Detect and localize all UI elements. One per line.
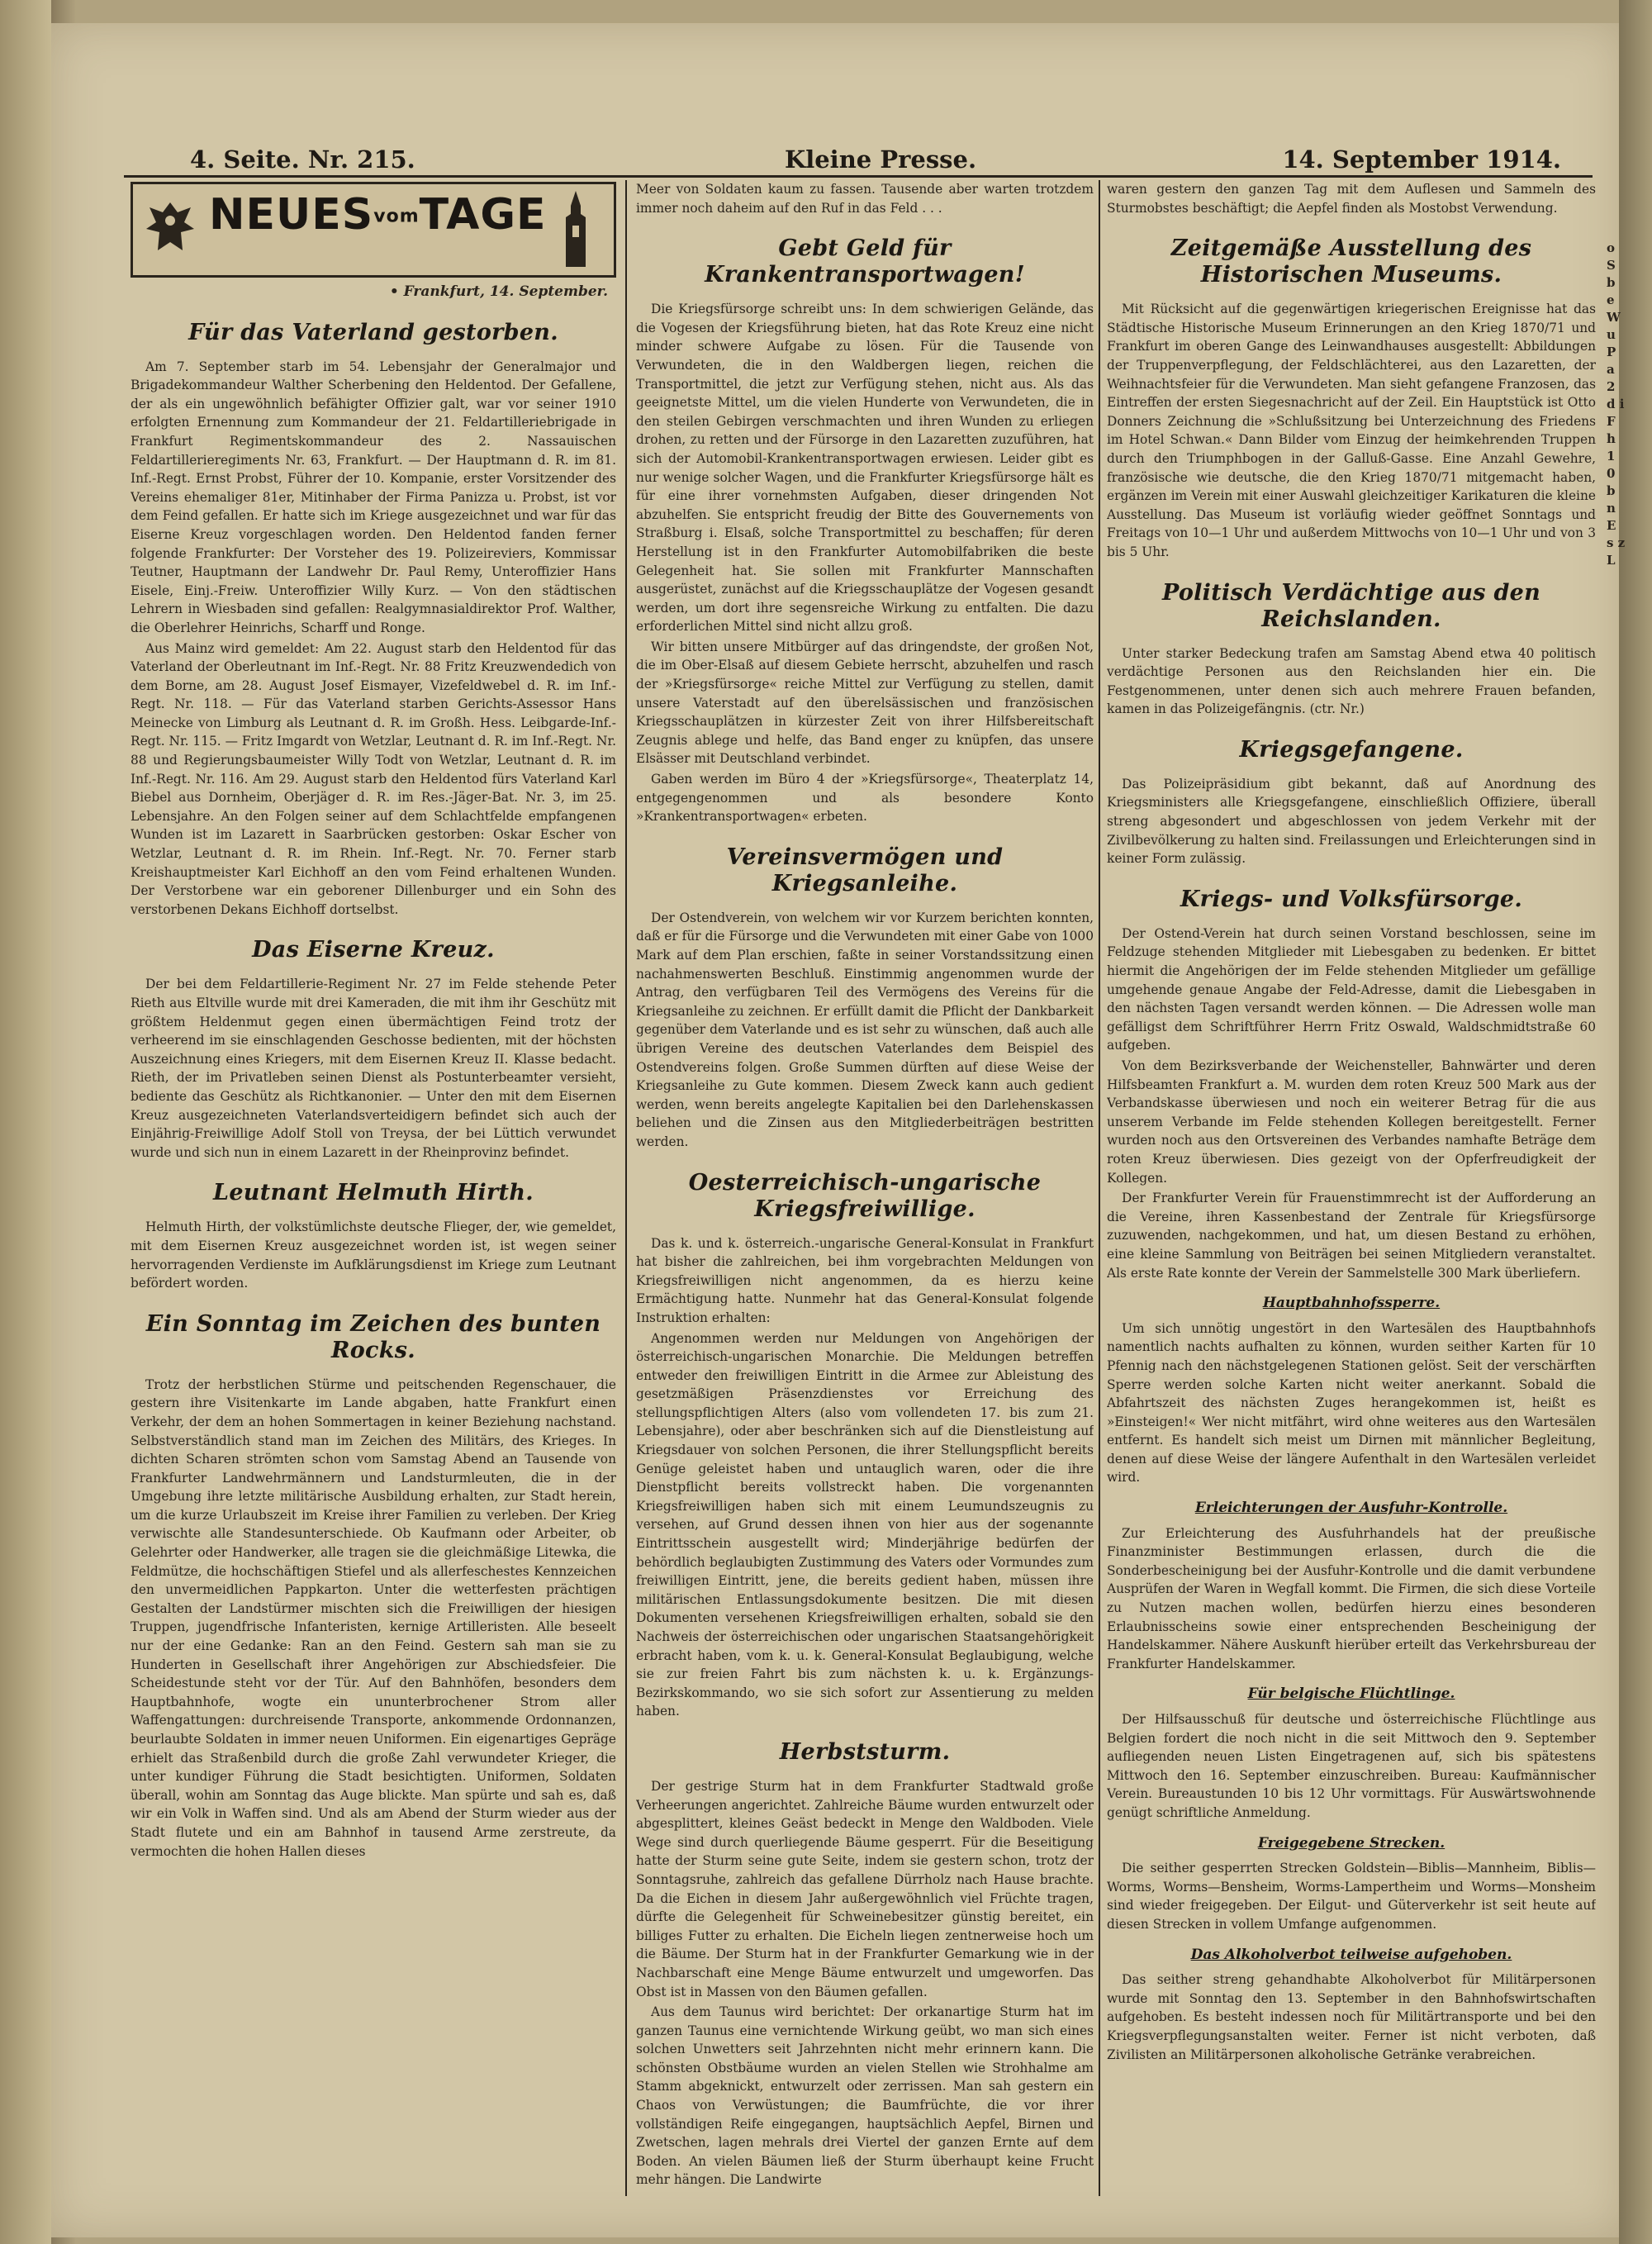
- article-paragraph: Das Polizeipräsidium gibt bekannt, daß auf Anordnung des Kriegsministers alle Kriegsgefangene, einschließlich Offiziere, überall streng abgesondert und abgeschlossen von jedem Verkehr mit der Zivilbevölkerung zu halten sind. Freilassungen und Erleichterungen sind in keiner Form zulässig.: [1107, 776, 1596, 867]
- article-paragraph: Aus dem Taunus wird berichtet: Der orkanartige Sturm hat im ganzen Taunus eine vernichtende Wirkung geübt, wo man sich eines solchen Unwetters seit Jahrzehnten nicht mehr erinnern kann. Die schönsten Obstbäume wurden an vielen Stellen wie Strohhalme am Stamm abgeknickt, entwurzelt oder zerrissen. Man sah gestern ein Chaos von Verwüstungen; die Baumfrüchte, die vor ihrer vollständigen Reife eingegangen, hauptsächlich Aepfel, Birnen und Zwetschen, lagen mehrals drei Viertel der ganzen Ernte auf dem Boden. An vielen Bäumen ließ der Sturm überhaupt keine Frucht mehr hängen. Die Landwirte: [636, 2004, 1094, 2188]
- masthead: [131, 182, 616, 278]
- column-divider-2: [1099, 180, 1100, 2196]
- subheading-ausfuhr: Erleichterungen der Ausfuhr-Kontrolle.: [1194, 1500, 1508, 1517]
- headline-eiserne-kreuz: Das Eiserne Kreuz.: [252, 937, 495, 963]
- headline-gefallen: Für das Vaterland gestorben.: [188, 319, 558, 345]
- article-paragraph: Von dem Bezirksverbande der Weichensteller, Bahnwärter und deren Hilfsbeamten Frankfurt a. M. wurden dem roten Kreuz 500 Mark aus der Verbandskasse überwiesen und noch ein weiterer Betrag für die aus unserem Verbande im Felde stehenden Kollegen bereitgestellt. Ferner wurden noch aus den Ortsvereinen des Verbandes namhafte Beträge dem roten Kreuz überwiesen. Dies gezeigt von der Opferfreudigkeit der Kollegen.: [1107, 1058, 1596, 1186]
- issue-date: 14. September 1914.: [1282, 145, 1561, 174]
- article-paragraph: Um sich unnötig ungestört in den Wartesälen des Hauptbahnhofs namentlich nachts aufhalten zu können, wurden seither Karten für 10 Pfennig nach den nächstgelegenen Stationen gelöst. Seit der verschärften Sperre werden solche Karten nicht weiter anerkannt. Sobald die Abfahrtszeit des nächsten Zuges herangekommen ist, heißt es »Einsteigen!« Wer nicht mitfährt, wird ohne weiteres aus den Wartesälen entfernt. Es handelt sich meist um Dirnen mit männlicher Begleitung, denen auf diese Weise der längere Aufenthalt in den Wartesälen verleidet wird.: [1107, 1320, 1596, 1486]
- headline-hirth: Leutnant Helmuth Hirth.: [213, 1180, 534, 1206]
- article-paragraph: Angenommen werden nur Meldungen von Angehörigen der österreichisch-ungarischen Monarchie. Die Meldungen betreffen entweder den freiwilligen Eintritt in die Armee zur Ableistung des gesetzmäßigen Präsenzdienstes vor Erreichung des stellungspflichtigen Alters (also vom vollendeten 17. bis zum 21. Lebensjahre), oder aber beschränken sich auf die Dienstleistung auf Kriegsdauer von solchen Personen, die ihrer Stellungspflicht bereits Genüge geleistet haben und untauglich waren, oder die ihre Dienstpflicht bereits vollstreckt haben. Die vorgenannten Kriegsfreiwilligen haben sich mit einem Leumundszeugnis zu versehen, auf Grund dessen ihnen von hier aus der sogenannte Eintrittsschein ausgestellt wird; Minderjährige bedürfen der behördlich beglaubigten Zustimmung des Vaters oder Vormundes zum freiwilligen Eintritt, jene, die bereits gedient haben, müssen ihre militärischen Entlassungsdokumente besitzen. Die mit diesen Dokumenten versehenen Kriegsfreiwilligen erhalten, sobald sie den Nachweis der österreichischen oder ungarischen Staatsangehörigkeit erbracht haben, vom k. u. k. General-Konsulat Beglaubigung, welche sie zur freien Fahrt bis zum nächsten k. u. k. Ergänzungs-Bezirkskommando, wo sie sich sofort zur Assentierung zu melden haben.: [636, 1330, 1094, 1719]
- article-paragraph: Mit Rücksicht auf die gegenwärtigen kriegerischen Ereignisse hat das Städtische Historische Museum Erinnerungen an den Krieg 1870/71 und Frankfurt im oberen Gange des Leinwandhauses ausgestellt: Abbildungen der Truppenverpflegung, der Feldschlächterei, aus den Lazaretten, der Weihnachtsfeier für die Verwundeten. Man sieht gefangene Franzosen, das Eintreffen der ersten Siegesnachricht auf der Zeil. Ein Hauptstück ist Otto Donners Zeichnung die »Schlußsitzung bei Unterzeichnung des Friedens im Hotel Schwan.« Dann Bilder vom Einzug der heimkehrenden Truppen durch den Triumphbogen in der Galluß-Gasse. Eine Anzahl Gewehre, französische wie deutsche, die den Krieg 1870/71 mitgemacht haben, ergänzen im Verein mit einer Auswahl gleichzeitiger Karikaturen die kleine Ausstellung. Das Museum ist vorläufig wieder geöffnet Sonntags und Freitags von 10—1 Uhr und außerdem Mittwochs von 10—1 Uhr und von 3 bis 5 Uhr.: [1107, 302, 1596, 559]
- header-rule: [124, 175, 1593, 178]
- headline-ausstellung: Zeitgemäße Ausstellung des Historischen Museums.: [1170, 235, 1532, 288]
- headline-kriegsgefangene: Kriegsgefangene.: [1239, 736, 1464, 763]
- book-spine: [0, 0, 51, 2244]
- article-paragraph: Helmuth Hirth, der volkstümlichste deutsche Flieger, der, wie gemeldet, mit dem Eisernen Kreuz ausgezeichnet worden ist, ist wegen seiner hervorragenden Verdienste im Aufklärungsdienst im Kriege zum Leutnant befördert worden.: [131, 1219, 616, 1291]
- article-paragraph: Der Ostend-Verein hat durch seinen Vorstand beschlossen, seine im Feldzuge stehenden Mitglieder mit Liebesgaben zu bedenken. Er bittet hiermit die Angehörigen der im Felde stehenden Mitglieder um gefällige umgehende genaue Angabe der Feld-Adresse, damit die Liebesgaben in den nächsten Tagen versandt werden können. — Die Adressen wolle man gefälligst dem Schriftführer Herrn Fritz Oswald, Waldschmidtstraße 60 aufgeben.: [1107, 925, 1596, 1053]
- article-paragraph: Der Ostendverein, von welchem wir vor Kurzem berichten konnten, daß er für die Fürsorge und die Verwundeten mit einer Gabe von 1000 Mark auf dem Plan erschien, faßte in seiner Vorstandssitzung einen nachahmenswerten Beschluß. Einstimmig angenommen wurde der Antrag, den verfügbaren Teil des Vermögens des Vereins für die Kriegsanleihe zu zeichnen. Er erfüllt damit die Pflicht der Dankbarkeit gegenüber dem Vaterlande und es ist sehr zu wünschen, daß auch alle übrigen Vereine des deutschen Vaterlandes dem Beispiel des Ostendvereins folgen. Große Summen dürften auf diese Weise der Kriegsanleihe zu Gute kommen. Diesem Zweck kann auch gedient werden, wenn bereits angelegte Kapitalien bei den Darlehenskassen beliehen und die Zinsen aus den Mitgliederbeiträgen bestritten werden.: [636, 910, 1094, 1149]
- article-paragraph: Trotz der herbstlichen Stürme und peitschenden Regenschauer, die gestern ihre Visitenkarte im Lande abgaben, hatte Frankfurt einen Verkehr, der dem an hohen Sommertagen in keiner Beziehung nachstand. Selbstverständlich stand man im Zeichen des Militärs, des Krieges. In dichten Scharen strömten schon vom Samstag Abend an Tausende von Frankfurter Landwehrmännern und Landsturmleuten, die in der Umgebung ihre letzte militärische Ausbildung erhalten, zur Stadt herein, um die kurze Urlaubszeit im Kreise ihrer Familien zu verleben. Der Krieg verwischte alle Standesunterschiede. Ob Kaufmann oder Arbeiter, ob Gelehrter oder Handwerker, alle tragen sie die gleichmäßige Litewka, die Feldmütze, die hochschäftigen Stiefel und als allerfeschestes Kennzeichen den unvermeidlichen Pappkarton. Unter die wetterfesten prächtigen Gestalten der Landstürmer mischten sich die Freiwilligen der hiesigen Truppen, jugendfrische Infanteristen, kernige Artilleristen. Alle beseelt nur der eine Gedanke: Ran an den Feind. Gestern sah man sie zu Hunderten in Gesellschaft ihrer Angehörigen zur Abschiedsfeier. Die Scheidestunde steht vor der Tür. Auf den Bahnhöfen, besonders dem Hauptbahnhofe, wogte ein ununterbrochener Strom aller Waffengattungen: durchreisende Transporte, ankommende Ordonnanzen, beurlaubte Soldaten in immer neuen Uniformen. Ein eigenartiges Gepräge erhielt das Straßenbild durch die große Zahl verwundeter Krieger, die unter kundiger Führung die Stadt besichtigten. Uniformen, Soldaten überall, wohin am Sonntag das Auge blickte. Man spürte und sah es, daß wir ein Volk in Waffen sind. Und als am Abend der Sturm wieder aus der Stadt flutete und ein am Bahnhof in tausend Arme zerstreute, da vermochten die hohen Hallen dieses: [131, 1376, 616, 1859]
- eagle-crest-icon: [141, 196, 199, 262]
- subheading-hauptbahnhof: Hauptbahnhofssperre.: [1262, 1295, 1441, 1312]
- article-paragraph: Das seither streng gehandhabte Alkoholverbot für Militärpersonen wurde mit Sonntag den 13. September in den Bahnhofswirtschaften aufgehoben. Es besteht indessen noch für Militärtransporte und bei den Kriegsverpflegungsanstalten weiter. Ferner ist nicht verboten, daß Zivilisten an Militärpersonen alkoholische Getränke verabreichen.: [1107, 1972, 1596, 2062]
- article-paragraph: Der bei dem Feldartillerie-Regiment Nr. 27 im Felde stehende Peter Rieth aus Eltville wurde mit drei Kameraden, die mit ihm ihr Geschütz mit größtem Heldenmut gegen einen übermächtigen Feind trotz der verheerend im sie einschlagenden Geschosse bedienten, mit der höchsten Auszeichnung eines Kriegers, mit dem Eisernen Kreuz II. Klasse bedacht. Rieth, der im Privatleben seinen Dienst als Postunterbeamter versieht, bediente das Geschütz als Richtkanonier. — Unter den mit dem Eisernen Kreuz ausgezeichneten Vaterlandsverteidigern befindet sich auch der Einjährig-Freiwillige Adolf Stoll von Treysa, der bei Lüttich verwundet wurde und sich nun in einem Lazarett in der Rheinprovinz befindet.: [131, 977, 616, 1160]
- headline-verdaechtige: Politisch Verdächtige aus den Reichslanden.: [1161, 579, 1541, 632]
- article-paragraph: waren gestern den ganzen Tag mit dem Auflesen und Sammeln des Sturmobstes beschäftigt; die Aepfel finden als Mostobst Verwendung.: [1107, 182, 1596, 216]
- headline-kriegsanleihe: Vereinsvermögen und Kriegsanleihe.: [726, 844, 1004, 896]
- column-3: [1107, 180, 1596, 2188]
- column-divider-1: [625, 180, 627, 2196]
- article-paragraph: Meer von Soldaten kaum zu fassen. Tausende aber warten trotzdem immer noch daheim auf den Ruf in das Feld . . .: [636, 182, 1094, 216]
- adjacent-page-text: o S b e W u P a 2 d i F h 1 0 b n E s z L: [1607, 240, 1626, 568]
- headline-sonntag: Ein Sonntag im Zeichen des bunten Rocks.: [145, 1310, 601, 1363]
- newspaper-name: Kleine Presse.: [785, 145, 977, 174]
- article-paragraph: Gaben werden im Büro 4 der »Kriegsfürsorge«, Theaterplatz 14, entgegengenommen und als besondere Konto »Krankentransportwagen« erbeten.: [636, 772, 1094, 825]
- cathedral-tower-icon: [559, 189, 592, 269]
- article-paragraph: Aus Mainz wird gemeldet: Am 22. August starb den Heldentod für das Vaterland der Oberleutnant im Inf.-Regt. Nr. 88 Fritz Kreuzwendedich von dem Borne, am 28. August Josef Eismayer, Vizefeldwebel d. R. im Inf.-Regt. Nr. 118. — Für das Vaterland starben Gerichts-Assessor Hans Meinecke von Limburg als Leutnant d. R. im Großh. Hess. Leibgarde-Inf.-Regt. Nr. 115. — Fritz Imgardt von Wetzlar, Leutnant d. R. im Inf.-Regt. Nr. 88 und Regierungsbaumeister Willy Todt von Wetzlar, Leutnant d. R. im Inf.-Regt. Nr. 116. Am 29. August starb den Heldentod fürs Vaterland Karl Biebel aus Dornheim, Oberjäger d. R. im Res.-Jäger-Bat. Nr. 3, im 25. Lebensjahre. An den Folgen seiner auf dem Schlachtfelde empfangenen Wunden ist im Lazarett in Saarbrücken gestorben: Oskar Escher von Wetzlar, Leutnant d. R. im Rhein. Inf.-Regt. Nr. 70. Ferner starb Kreishauptmeister Karl Eichhoff an den vom Feind erhaltenen Wunden. Der Verstorbene war ein geborener Dillenburger und ein Sohn des verstorbenen Dekans Eichhoff dortselbst.: [131, 640, 616, 917]
- column-2: [636, 180, 1094, 2188]
- subheading-fluechtlinge: Für belgische Flüchtlinge.: [1247, 1685, 1455, 1703]
- article-paragraph: Das k. und k. österreich.-ungarische General-Konsulat in Frankfurt hat bisher die zahlreichen, bei ihm vorgebrachten Meldungen von Kriegsfreiwilligen nicht angenommen, da es hierzu keine Ermächtigung hatte. Nunmehr hat das General-Konsulat folgende Instruktion erhalten:: [636, 1235, 1094, 1325]
- article-paragraph: Die Kriegsfürsorge schreibt uns: In dem schwierigen Gelände, das die Vogesen der Kriegsführung bieten, hat das Rote Kreuz eine nicht minder schwere Aufgabe zu lösen. Für die Tausende von Verwundeten, die in den Waldbergen liegen, reichen die Transportmittel, die jetzt zur Verfügung stehen, nicht aus. Als das geeignetste Mittel, um die vielen Hunderte von Verwundeten, die in den steilen Gebirgen verschmachten und ihren Wunden zu erliegen drohen, zu retten und der Fürsorge in den Lazaretten zuzuführen, hat sich der Automobil-Krankentransportwagen erwiesen. Leider gibt es nur wenige solcher Wagen, und die Frankfurter Kriegsfürsorge hält es für eine ihrer vornehmsten Aufgaben, dieser dringenden Not abzuhelfen. Sie entspricht freudig der Bitte des Gouvernements von Straßburg i. Elsaß, solche Transportmittel zu beschaffen; für deren Herstellung ist in den Frankfurter Automobilfabriken die beste Gelegenheit hat. Sie sollen mit Frankfurter Mannschaften ausgerüstet, zunächst auf die Kriegsschauplätze der Vogesen gesandt werden, um dort ihre segensreiche Wirkung zu entfalten. Die dazu erforderlichen Mittel sind nicht allzu groß.: [636, 302, 1094, 635]
- subheading-strecken: Freigegebene Strecken.: [1257, 1834, 1446, 1852]
- headline-kriegsfreiwillige: Oesterreichisch-ungarische Kriegsfreiwillige.: [688, 1169, 1042, 1222]
- masthead-title: NEUESvomTAGE: [209, 190, 547, 240]
- article-paragraph: Am 7. September starb im 54. Lebensjahr der Generalmajor und Brigadekommandeur Walther Scherbening den Heldentod. Der Gefallene, der als ein ungewöhnlich befähigter Offizier galt, war vor seiner 1910 erfolgten Ernennung zum Kommandeur der 21. Feldartilleriebrigade in Frankfurt Regimentskommandeur des 2. Nassauischen Feldartillerieregiments Nr. 63, Frankfurt. — Der Hauptmann d. R. im 81. Inf.-Regt. Ernst Probst, Führer der 10. Kompanie, erster Vorsitzender des Vereins ehemaliger 81er, Mitinhaber der Firma Panizza u. Probst, ist vor dem Feind gefallen. Er hatte sich im Kriege ausgezeichnet und war für das Eiserne Kreuz vorgeschlagen worden. Den Heldentod fanden ferner folgende Frankfurter: Der Vorsteher des 19. Polizeireviers, Kommissar Teutner, Hauptmann der Landwehr Dr. Paul Remy, Unteroffizier Hans Eisele, Einj.-Freiw. Unteroffizier Willy Kurz. — Von den städtischen Lehrern in Wiesbaden sind gefallen: Realgymnasialdirektor Prof. Walther, die Oberlehrer Heinrichs, Scharff und Ronge.: [131, 359, 616, 635]
- article-paragraph: Die seither gesperrten Strecken Goldstein—Biblis—Mannheim, Biblis—Worms, Worms—Bensheim, Worms-Lampertheim und Worms—Monsheim sind wieder freigegeben. Der Eilgut- und Güterverkehr ist seit heute auf diesen Strecken in vollem Umfange aufgenommen.: [1107, 1861, 1596, 1932]
- article-paragraph: Zur Erleichterung des Ausfuhrhandels hat der preußische Finanzminister Bestimmungen erlassen, durch die die Sonderbescheinigung bei der Ausfuhr-Kontrolle und die damit verbundene Ausprüfen der Waren in Wegfall kommt. Die Firmen, die sich diese Vorteile zu Nutzen machen wollen, bedürfen hierzu eines besonderen Erlaubnisscheins sowie einer entsprechenden Bescheinigung der Handelskammer. Nähere Auskunft hierüber erteilt das Verkehrsbureau der Frankfurter Handelskammer.: [1107, 1525, 1596, 1671]
- article-paragraph: Unter starker Bedeckung trafen am Samstag Abend etwa 40 politisch verdächtige Personen aus den Reichslanden hier ein. Die Festgenommenen, unter denen sich auch mehrere Frauen befanden, kamen in das Polizeigefängnis. (ctr. Nr.): [1107, 645, 1596, 717]
- headline-volksfuersorge: Kriegs- und Volksfürsorge.: [1180, 886, 1523, 912]
- headline-krankentransport: Gebt Geld für Krankentransportwagen!: [705, 235, 1025, 288]
- article-paragraph: Wir bitten unsere Mitbürger auf das dringendste, der großen Not, die im Ober-Elsaß auf diesem Gebiete herrscht, abzuhelfen und rasch der »Kriegsfürsorge« reiche Mittel zur Verfügung zu stellen, damit unsere Vaterstadt auf den überelsässischen und französischen Kriegsschauplätzen in kürzester Zeit von ihrer Hilfsbereitschaft Zeugnis ablege und helfe, das Band enger zu knüpfen, das unsere Elsässer mit Deutschland verbindet.: [636, 639, 1094, 767]
- article-paragraph: Der gestrige Sturm hat in dem Frankfurter Stadtwald große Verheerungen angerichtet. Zahlreiche Bäume wurden entwurzelt oder abgesplittert, kleines Geäst bedeckt in Menge den Waldboden. Viele Wege sind durch querliegende Bäume gesperrt. Für die Beseitigung hatte der Sturm seine gute Seite, indem sie gestern schon, trotz der Sonntagsruhe, zahlreich das gefallene Dürrholz nach Hause brachte. Da die Eichen in diesem Jahr außergewöhnlich viel Früchte tragen, dürfte die Gelegenheit für Schweinebesitzer günstig bereitet, ein billiges Futter zu erhalten. Die Eicheln liegen zentnerweise hoch um die Bäume. Der Sturm hat in der Frankfurter Gemarkung wie in der Nachbarschaft eine Menge Bäume entwurzelt und umgeworfen. Das Obst ist in Massen von den Bäumen gefallen.: [636, 1778, 1094, 1999]
- headline-herbststurm: Herbststurm.: [779, 1738, 951, 1765]
- page-number: 4. Seite. Nr. 215.: [190, 145, 415, 174]
- article-paragraph: Der Frankfurter Verein für Frauenstimmrecht ist der Aufforderung an die Vereine, ihren Kassenbestand der Zentrale für Kriegsfürsorge zuzuwenden, nachgekommen, und hat, um diesen Bestand zu erhöhen, eine kleine Sammlung von Beiträgen bei seinen Mitgliedern veranstaltet. Als erste Rate konnte der Verein der Sammelstelle 300 Mark überliefern.: [1107, 1191, 1596, 1281]
- column-1: [131, 180, 616, 2188]
- page-header: [74, 139, 1569, 180]
- subheading-alkoholverbot: Das Alkoholverbot teilweise aufgehoben.: [1190, 1946, 1512, 1963]
- dateline: • Frankfurt, 14. September.: [389, 283, 608, 300]
- article-paragraph: Der Hilfsausschuß für deutsche und österreichische Flüchtlinge aus Belgien fordert die noch nicht in die seit Mittwoch den 9. September aufliegenden neuen Listen Eingetragenen auf, sich bis spätestens Mittwoch den 16. September einzuschreiben. Bureau: Kaufmännischer Verein. Bureaustunden 10 bis 12 Uhr vormittags. Für Auswärtswohnende genügt schriftliche Anmeldung.: [1107, 1712, 1596, 1820]
